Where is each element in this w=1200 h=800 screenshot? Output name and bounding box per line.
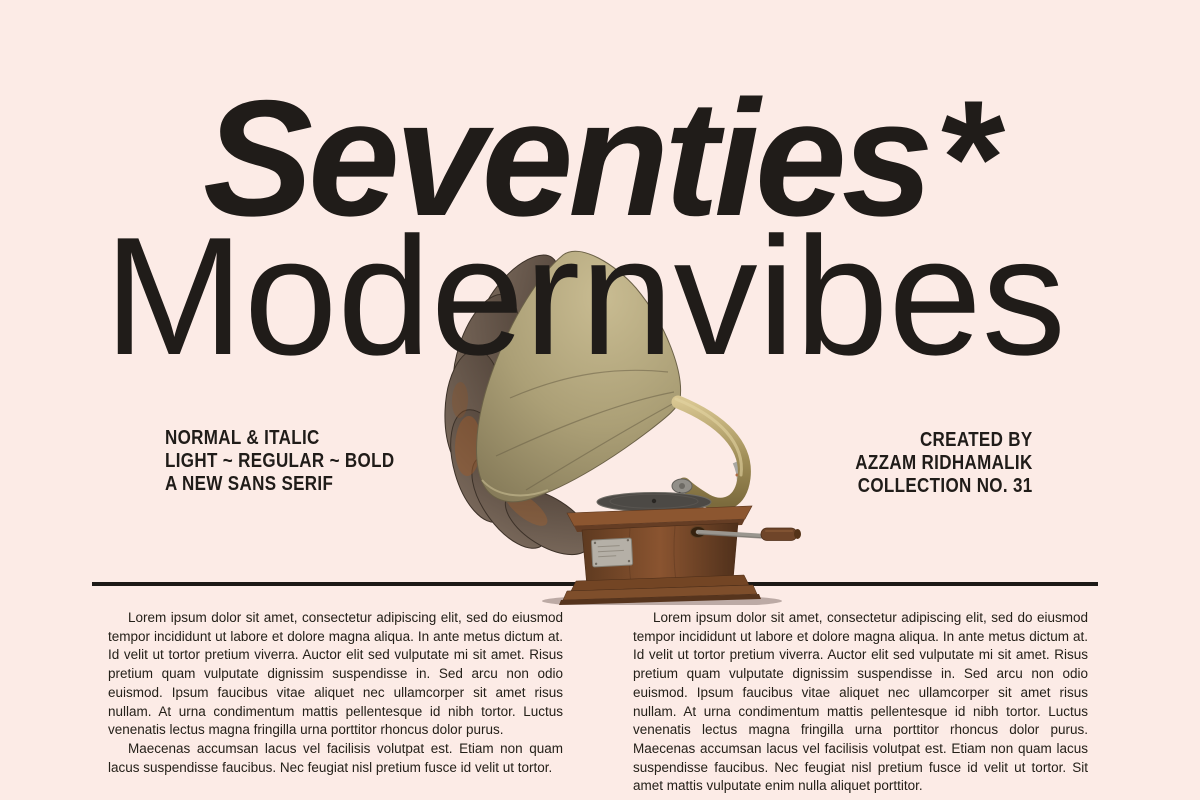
spec-line-weights: LIGHT ~ REGULAR ~ BOLD — [165, 450, 395, 472]
plaque — [591, 538, 632, 567]
body-column-left — [108, 609, 563, 777]
body-paragraph: Lorem ipsum dolor sit amet, consectetur adipiscing elit, sed do eiusmod tempor incididunt ut labore et dolore magna aliqua. In ante metus dictum at. Id velit ut tortor pretium viverra. Auctor elit sed vulputate mi sit amet. Risus pretium quam vulputate dignissim suspendisse in. Sed arcu non odio euismod. Ipsum faucibus vitae aliquet nec ullamcorper sit amet risus nullam. At urna condimentum mattis pellentesque id nibh tortor. Luctus venenatis lectus magna fringilla urna porttitor rhoncus dolor purus. — [108, 610, 563, 738]
spec-line-tagline: A NEW SANS SERIF — [165, 473, 334, 495]
font-spec-block — [165, 427, 394, 496]
credit-line-collection: COLLECTION NO. 31 — [858, 475, 1033, 497]
asterisk-glyph: * — [934, 66, 999, 250]
headline-seventies-text: Seventies — [203, 66, 929, 250]
body-paragraph: Maecenas accumsan lacus vel facilisis volutpat est. Etiam non quam lacus suspendisse faucibus. Nec feugiat nisl pretium fusce id velit ut tortor. — [108, 740, 563, 775]
headline-modernvibes: Modernvibes — [104, 202, 1066, 390]
credit-line-created-by: CREATED BY — [920, 429, 1033, 451]
body-column-right — [633, 609, 1088, 796]
credit-line-author: AZZAM RIDHAMALIK — [855, 452, 1033, 474]
credit-block — [856, 429, 1033, 498]
body-paragraph: Lorem ipsum dolor sit amet, consectetur adipiscing elit, sed do eiusmod tempor incididunt ut labore et dolore magna aliqua. In ante metus dictum at. Id velit ut tortor pretium viverra. Auctor elit sed vulputate mi sit amet. Risus pretium quam vulputate dignissim suspendisse in. Sed arcu non odio euismod. Ipsum faucibus vitae aliquet nec ullamcorper sit amet risus nullam. At urna condimentum mattis pellentesque id nibh tortor. Luctus venenatis lectus magna fringilla urna porttitor rhoncus dolor purus. Maecenas accumsan lacus vel facilisis volutpat est. Etiam non quam lacus suspendisse faucibus. Nec feugiat nisl pretium fusce id velit ut tortor. Sit amet mattis vulputate enim nulla aliquet porttitor. — [633, 610, 1088, 794]
spec-line-styles: NORMAL & ITALIC — [165, 427, 320, 449]
